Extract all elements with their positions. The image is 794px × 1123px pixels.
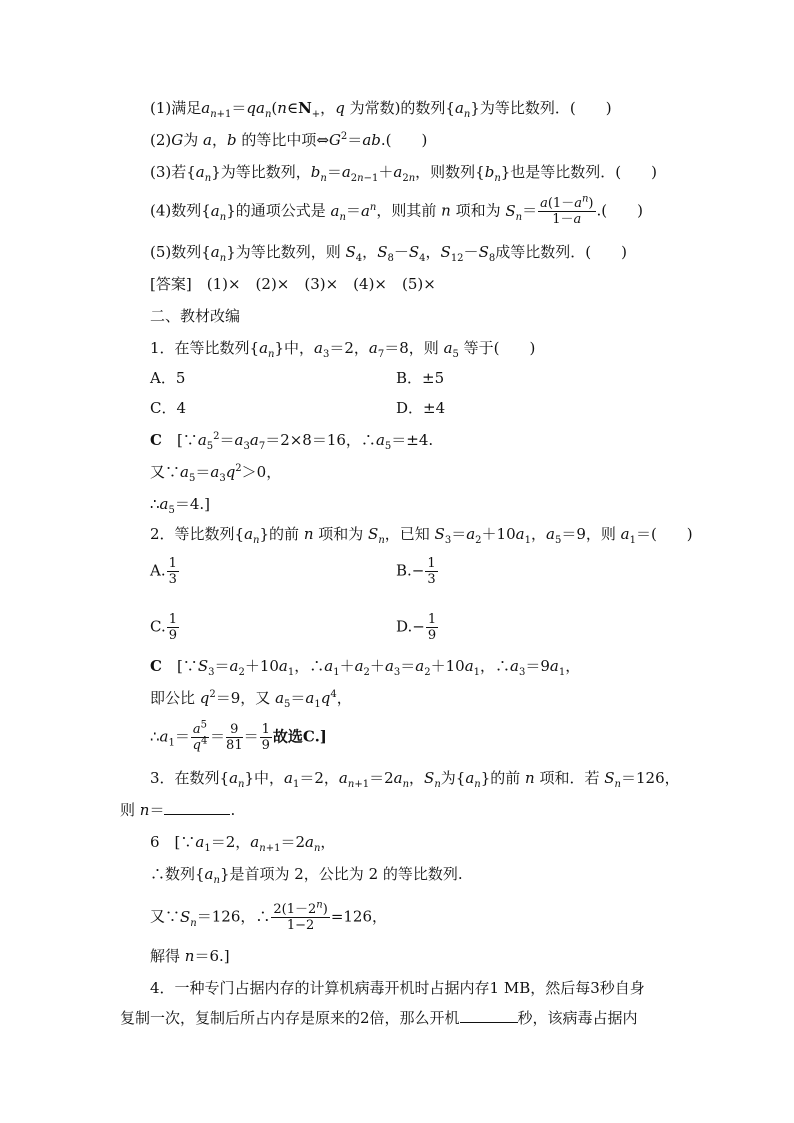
problem-2-option-c: C. $\frac{1}{9}$ — [150, 612, 177, 643]
tf-question-5: (5)数列$\{a_n\}$为等比数列，则 $S_4$，$S_8-S_4$，$S_{12}-S_8$成等比数列．( ) — [150, 243, 627, 264]
tf-question-1: (1)满足$a_{n+1}=qa_n(n\in N_+$，q 为常数)的数列$\{a_n\}$为等比数列．( ) — [150, 99, 612, 120]
answer-blank-4[interactable] — [460, 1008, 518, 1023]
section-heading: 二、教材改编 — [150, 307, 241, 325]
problem-3-solution-4: 解得 n＝6.] — [150, 947, 230, 965]
answer-marks: (1)× (2)× (3)× (4)× (5)× — [206, 275, 436, 293]
problem-3-solution-3: 又$\because S_n=126$，∴ $\frac{2(1-2^n)}{1-2}$ =126， — [150, 899, 388, 933]
problem-3-solution-1: 6 [$\because a_1=2$，$a_{n+1}=2a_n$， — [150, 833, 336, 854]
problem-2-solution-2: 即公比 $q^2=9$，又 $a_5=a_1q^4$， — [150, 689, 352, 710]
problem-3-solution-2: ∴数列$\{a_n\}$是首项为 2，公比为 2 的等比数列. — [150, 865, 463, 886]
answer-blank[interactable] — [164, 800, 230, 815]
tf-question-2: (2)G为 a，b 的等比中项$\Leftrightarrow G^2=ab$.( ) — [150, 131, 428, 149]
problem-1-option-b: B．±5 — [396, 369, 445, 387]
problem-1-solution-2: 又$\because a_5=a_3q^2>0$， — [150, 463, 282, 484]
problem-1-option-a: A．5 — [150, 369, 186, 387]
problem-4-stem-2: 复制一次，复制后所占内存是原来的2倍，那么开机 秒，该病毒占据内 — [120, 1009, 638, 1027]
tf-question-3: (3)若$\{a_n\}$为等比数列，$b_n=a_{2n-1}+a_{2n}$，则数列$\{b_n\}$也是等比数列．( ) — [150, 163, 658, 184]
problem-2-option-a: A. $\frac{1}{3}$ — [150, 556, 177, 587]
problem-1-option-c: C．4 — [150, 399, 187, 417]
problem-2-stem: 2．等比数列$\{a_n\}$的前 n 项和为 $S_n$，已知 $S_3=a_2+10a_1$，$a_5=9$，则 $a_1=$( ) — [150, 525, 693, 546]
problem-2-option-b: B.− $\frac{1}{3}$ — [396, 556, 436, 587]
problem-2-option-d: D.− $\frac{1}{9}$ — [396, 612, 437, 643]
answer-label: [答案] — [150, 275, 192, 293]
tf-answer — [150, 274, 436, 294]
problem-1-option-d: D．±4 — [396, 399, 446, 417]
problem-1-solution-3: $\therefore a_5=4$.] — [150, 495, 211, 516]
tf-question-4: (4)数列$\{a_n\}$的通项公式是 $a_n=a^n$，则其前 n 项和为 $S_n=$ $\frac{a(1-a^n)}{1-a}$ .( ) — [150, 193, 643, 227]
problem-1-solution-1: C [$\because a_5^2=a_3a_7=2\times 8=16$，$\therefore a_5=\pm 4$. — [150, 431, 434, 452]
problem-2-solution-3: $\therefore a_1=$ $\frac{a^5}{q^4}$ ＝ $\frac{9}{81}$ ＝ $\frac{1}{9}$ 故选C.] — [150, 719, 327, 753]
problem-2-solution-1: C [$\because S_3=a_2+10a_1$，$\therefore a_1+a_2+a_3=a_2+10a_1$，$\therefore a_3=9a_1$， — [150, 657, 581, 678]
problem-3-stem-1: 3．在数列$\{a_n\}$中，$a_1=2$，$a_{n+1}=2a_n$，$S_n$为$\{a_n\}$的前 n 项和．若 $S_n=126$， — [150, 769, 680, 790]
problem-1-stem: 1．在等比数列$\{a_n\}$中，$a_3=2$，$a_7=8$，则 $a_5$ 等于( ) — [150, 339, 536, 360]
problem-4-stem-1: 4．一种专门占据内存的计算机病毒开机时占据内存1 MB，然后每3秒自身 — [150, 979, 645, 997]
problem-3-stem-2: 则 n＝ . — [120, 801, 236, 819]
